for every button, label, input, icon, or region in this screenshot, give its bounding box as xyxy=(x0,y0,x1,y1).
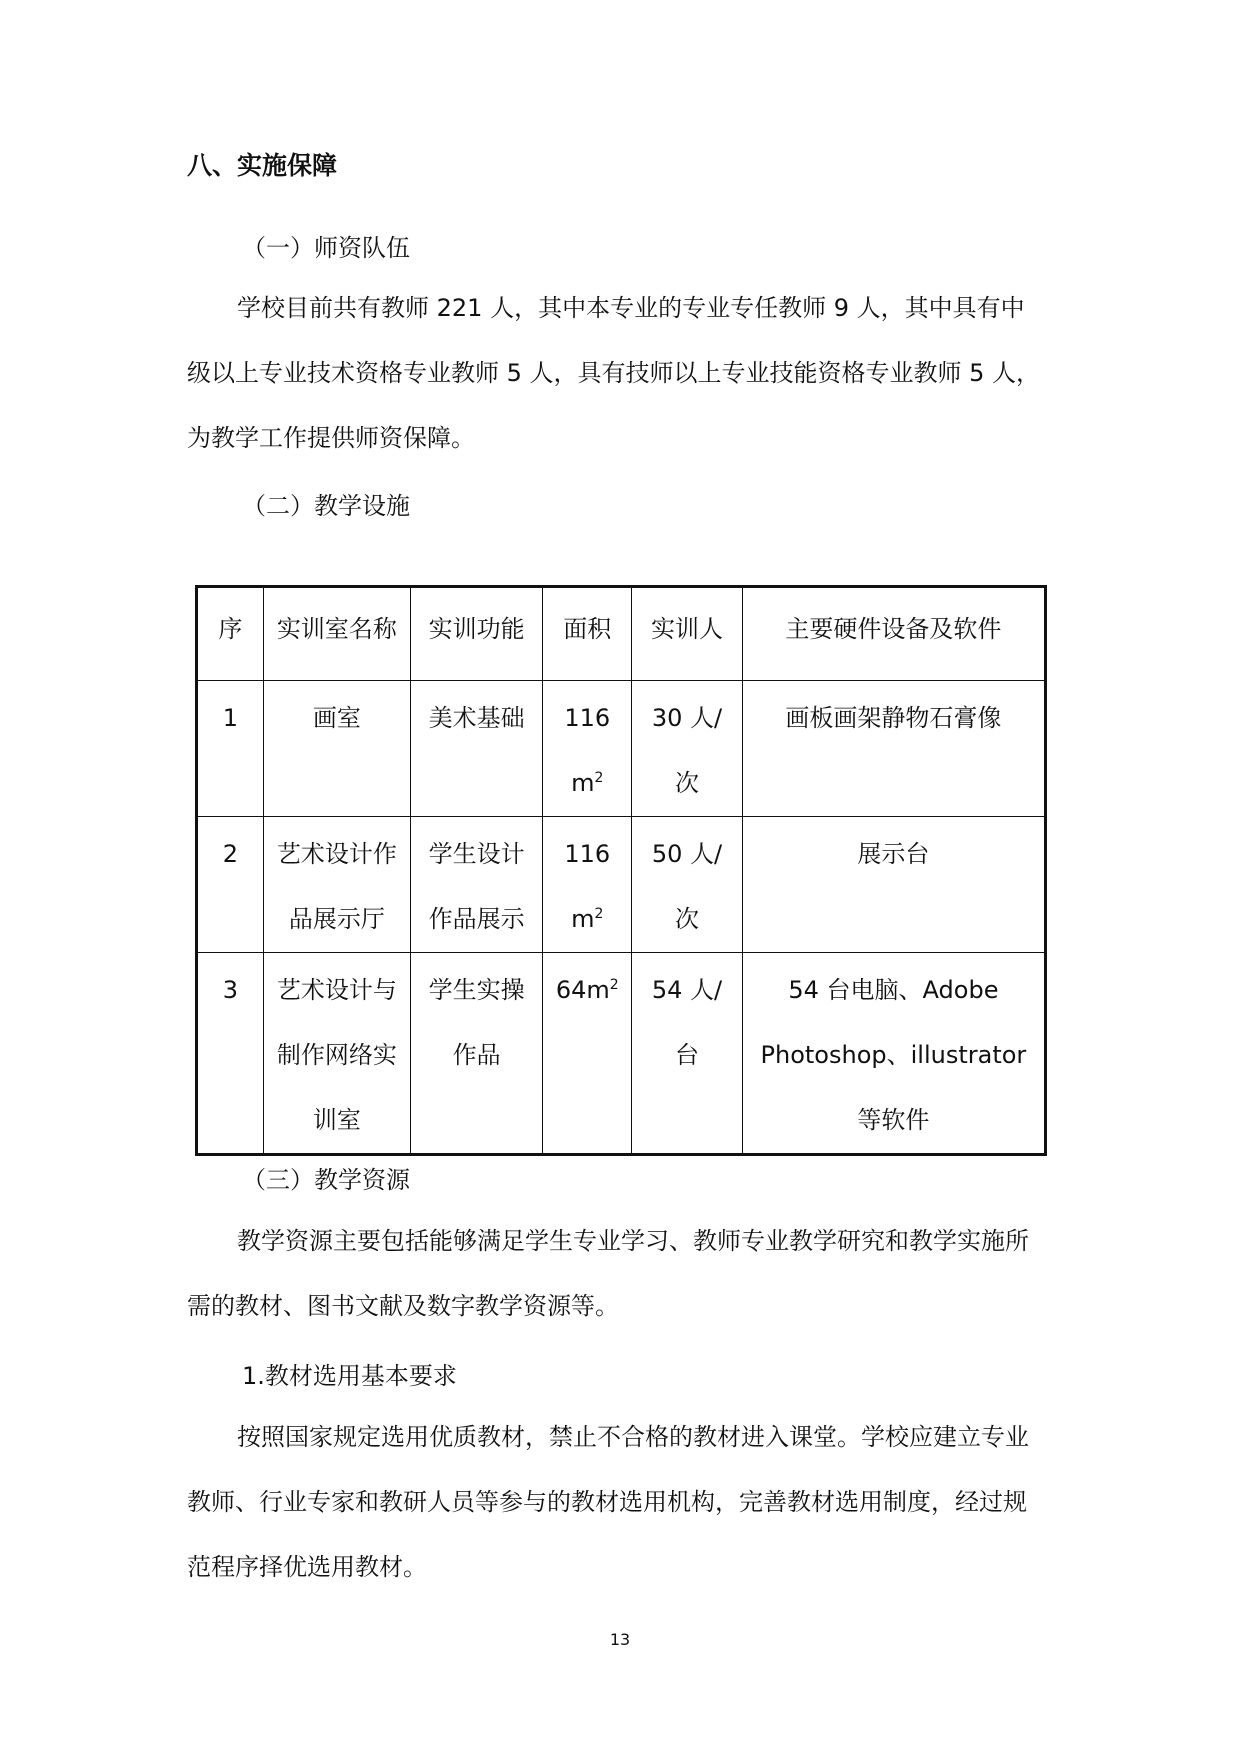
cell-capacity: 30 人/次 xyxy=(632,681,743,817)
cell-function: 学生实操作品 xyxy=(410,953,542,1155)
facilities-table xyxy=(195,585,1047,1156)
area-number: 64 xyxy=(555,976,587,1004)
section-title: 八、实施保障 xyxy=(187,151,338,180)
page-number: 13 xyxy=(609,1630,631,1649)
paragraph-line: 按照国家规定选用优质教材，禁止不合格的教材进入课堂。学校应建立专业 xyxy=(237,1423,1029,1451)
header-cell-capacity: 实训人 xyxy=(632,587,743,681)
cell-name: 艺术设计作品展示厅 xyxy=(263,817,410,953)
cell-area xyxy=(543,681,632,817)
paragraph-textbooks xyxy=(187,1405,1053,1600)
cell-name: 艺术设计与制作网络实训室 xyxy=(263,953,410,1155)
header-cell-area: 面积 xyxy=(543,587,632,681)
area-unit: m xyxy=(571,769,595,797)
area-exponent: 2 xyxy=(594,906,604,922)
cell-no: 2 xyxy=(197,817,264,953)
area-unit: m xyxy=(571,905,595,933)
header-cell-name: 实训室名称 xyxy=(263,587,410,681)
area-exponent: 2 xyxy=(609,977,619,993)
cell-no: 1 xyxy=(197,681,264,817)
paragraph-line: 范程序择优选用教材。 xyxy=(187,1553,427,1581)
subsection-heading-resources: （三）教学资源 xyxy=(242,1166,410,1194)
cell-no: 3 xyxy=(197,953,264,1155)
area-exponent: 2 xyxy=(594,770,604,786)
cell-function: 学生设计作品展示 xyxy=(410,817,542,953)
table-header-row xyxy=(197,587,1046,681)
table-row xyxy=(197,953,1046,1155)
paragraph-line: 学校目前共有教师 221 人，其中本专业的专业专任教师 9 人，其中具有中 xyxy=(237,294,1025,322)
item-heading-textbooks: 1.教材选用基本要求 xyxy=(242,1362,457,1390)
paragraph-resources xyxy=(187,1209,1053,1339)
cell-area xyxy=(543,953,632,1155)
paragraph-line: 级以上专业技术资格专业教师 5 人，具有技师以上专业技能资格专业教师 5 人， xyxy=(187,359,1041,387)
header-cell-function: 实训功能 xyxy=(410,587,542,681)
cell-equipment: 54 台电脑、Adobe Photoshop、illustrator 等软件 xyxy=(742,953,1045,1155)
subsection-heading-teachers: （一）师资队伍 xyxy=(242,234,410,262)
header-cell-equipment: 主要硬件设备及软件 xyxy=(742,587,1045,681)
paragraph-line: 需的教材、图书文献及数字教学资源等。 xyxy=(187,1292,619,1320)
subsection-heading-facilities: （二）教学设施 xyxy=(242,492,410,520)
paragraph-teachers xyxy=(187,276,1053,471)
paragraph-line: 为教学工作提供师资保障。 xyxy=(187,424,475,452)
table-row xyxy=(197,681,1046,817)
cell-function: 美术基础 xyxy=(410,681,542,817)
cell-area xyxy=(543,817,632,953)
header-cell-no: 序 xyxy=(197,587,264,681)
cell-capacity: 50 人/次 xyxy=(632,817,743,953)
cell-equipment: 展示台 xyxy=(742,817,1045,953)
area-number: 116 xyxy=(564,704,611,732)
cell-name: 画室 xyxy=(263,681,410,817)
cell-capacity: 54 人/台 xyxy=(632,953,743,1155)
paragraph-line: 教师、行业专家和教研人员等参与的教材选用机构，完善教材选用制度，经过规 xyxy=(187,1488,1027,1516)
area-number: 116 xyxy=(564,840,611,868)
paragraph-line: 教学资源主要包括能够满足学生专业学习、教师专业教学研究和教学实施所 xyxy=(237,1227,1029,1255)
cell-equipment: 画板画架静物石膏像 xyxy=(742,681,1045,817)
table-row xyxy=(197,817,1046,953)
area-unit: m xyxy=(586,976,610,1004)
